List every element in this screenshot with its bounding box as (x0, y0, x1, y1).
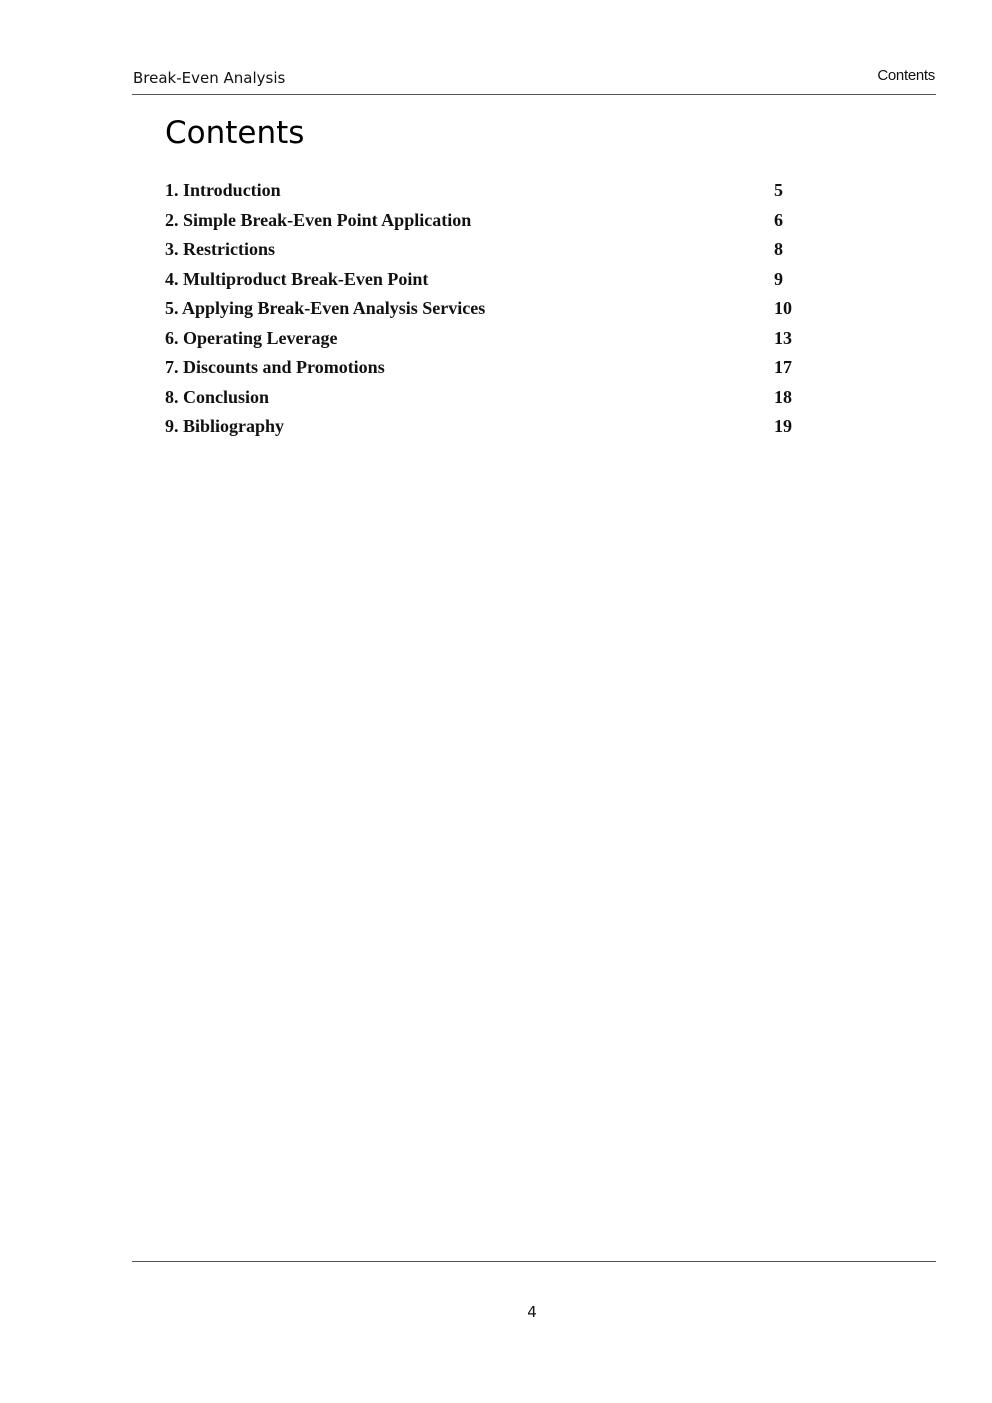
toc-entry-label: 2. Simple Break-Even Point Application (165, 209, 472, 230)
toc-entry-label: 5. Applying Break-Even Analysis Services (165, 298, 486, 318)
toc-entry-page: 19 (774, 416, 792, 436)
running-header-title: Break-Even Analysis (133, 69, 286, 87)
toc-entry-label: 9. Bibliography (165, 416, 285, 436)
toc-entry-introduction[interactable] (165, 176, 825, 206)
toc-entry-label: 7. Discounts and Promotions (165, 357, 385, 377)
toc-entry-applying-services[interactable] (165, 294, 825, 324)
toc-entry-label: 4. Multiproduct Break-Even Point (165, 268, 429, 289)
toc-entry-multiproduct[interactable] (165, 265, 825, 295)
running-header-section: Contents (877, 67, 935, 84)
header-divider (132, 94, 936, 95)
toc-entry-simple-break-even[interactable] (165, 206, 825, 236)
toc-entry-conclusion[interactable] (165, 383, 825, 413)
page-title: Contents (165, 115, 305, 151)
table-of-contents (165, 176, 825, 442)
toc-entry-label: 3. Restrictions (165, 239, 275, 259)
toc-entry-page: 13 (774, 327, 792, 348)
toc-entry-page: 6 (774, 209, 783, 230)
toc-entry-page: 5 (774, 180, 783, 200)
toc-entry-label: 6. Operating Leverage (165, 327, 338, 348)
page-number: 4 (527, 1303, 537, 1321)
toc-entry-page: 10 (774, 298, 792, 318)
toc-entry-page: 8 (774, 239, 783, 259)
toc-entry-operating-leverage[interactable] (165, 324, 825, 354)
toc-entry-discounts-promotions[interactable] (165, 353, 825, 383)
toc-entry-page: 9 (774, 268, 783, 289)
toc-entry-page: 17 (774, 357, 792, 377)
toc-entry-label: 1. Introduction (165, 180, 281, 200)
toc-entry-restrictions[interactable] (165, 235, 825, 265)
toc-entry-label: 8. Conclusion (165, 386, 270, 407)
footer-divider (132, 1261, 936, 1262)
toc-entry-bibliography[interactable] (165, 412, 825, 442)
toc-entry-page: 18 (774, 386, 792, 407)
